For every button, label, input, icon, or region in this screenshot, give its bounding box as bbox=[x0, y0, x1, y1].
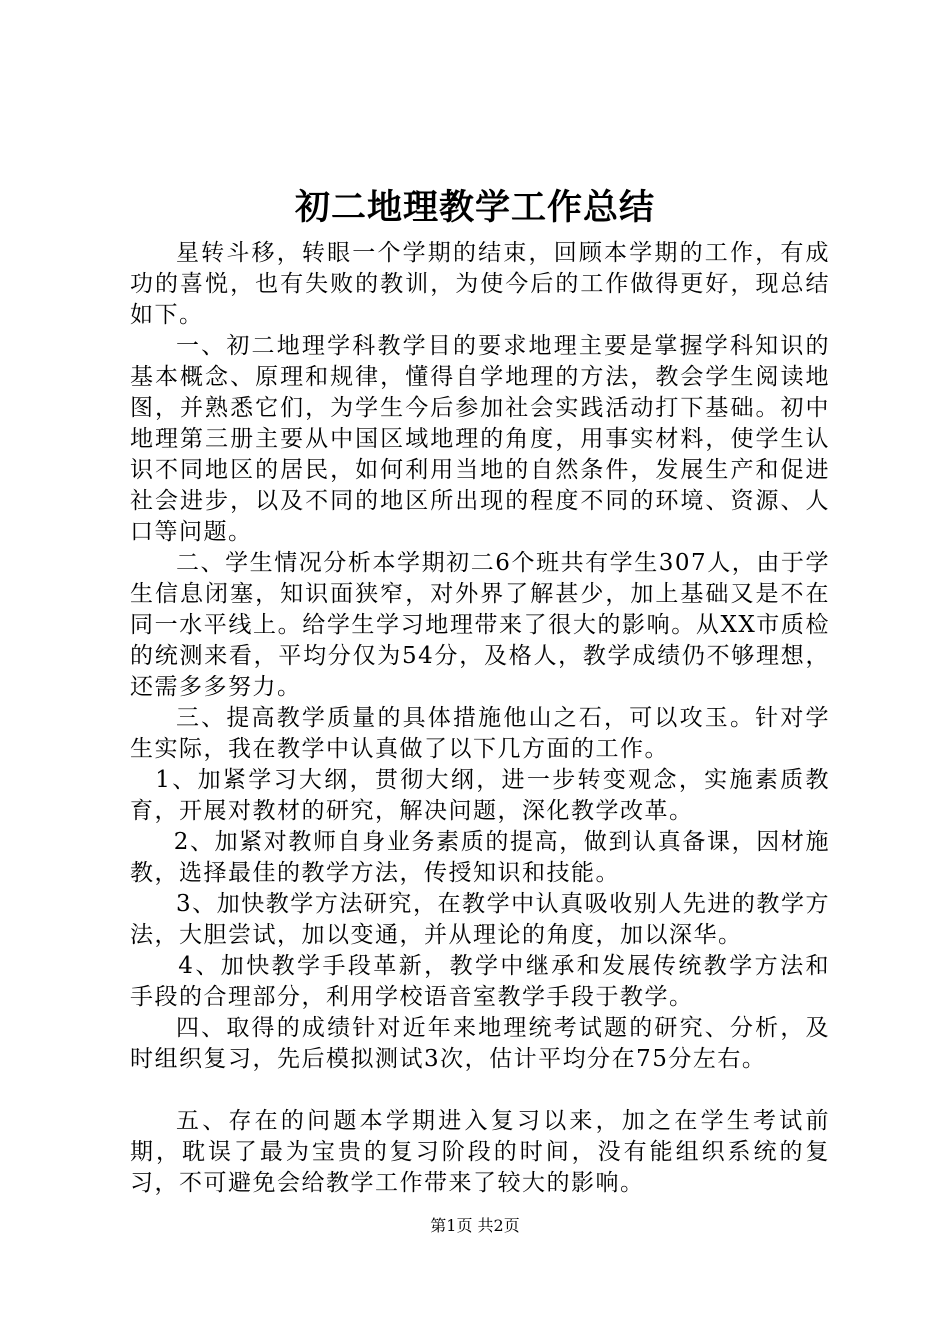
paragraph-section-1: 一、初二地理学科教学目的要求地理主要是掌握学科知识的基本概念、原理和规律，懂得自学地理的方法，教会学生阅读地图，并熟悉它们，为学生今后参加社会实践活动打下基础。初中地理第三册主要从中国区域地理的角度，用事实材料，使学生认识不同地区的居民，如何利用当地的自然条件，发展生产和促进社会进步，以及不同的地区所出现的程度不同的环境、资源、人口等问题。 bbox=[130, 333, 830, 545]
paragraph-intro: 星转斗移，转眼一个学期的结束，回顾本学期的工作，有成功的喜悦，也有失败的教训，为使今后的工作做得更好，现总结如下。 bbox=[130, 240, 830, 328]
paragraph-section-3: 三、提高教学质量的具体措施他山之石，可以攻玉。针对学生实际，我在教学中认真做了以下几方面的工作。 bbox=[130, 705, 830, 762]
paragraph-measure-3: 3、加快教学方法研究，在教学中认真吸收别人先进的教学方法，大胆尝试，加以变通，并从理论的角度，加以深华。 bbox=[130, 891, 830, 948]
paragraph-measure-1: 1、加紧学习大纲，贯彻大纲，进一步转变观念，实施素质教育，开展对教材的研究，解决问题，深化教学改革。 bbox=[130, 767, 830, 824]
document-title: 初二地理教学工作总结 bbox=[294, 187, 655, 228]
paragraph-section-5: 五、存在的问题本学期进入复习以来，加之在学生考试前期，耽误了最为宝贵的复习阶段的时间，没有能组织系统的复习，不可避免会给教学工作带来了较大的影响。 bbox=[130, 1108, 830, 1196]
page-number-footer: 第1页 共2页 bbox=[430, 1216, 520, 1235]
document-body bbox=[130, 238, 830, 1199]
paragraph-section-2: 二、学生情况分析本学期初二6个班共有学生307人，由于学生信息闭塞，知识面狭窄，对外界了解甚少，加上基础又是不在同一水平线上。给学生学习地理带来了很大的影响。从XX市质检的统测来看，平均分仅为54分，及格人，教学成绩仍不够理想，还需多多努力。 bbox=[130, 550, 830, 700]
paragraph-section-4: 四、取得的成绩针对近年来地理统考试题的研究、分析，及时组织复习，先后模拟测试3次，估计平均分在75分左右。 bbox=[130, 1015, 830, 1072]
paragraph-measure-2: 2、加紧对教师自身业务素质的提高，做到认真备课，因材施教，选择最佳的教学方法，传授知识和技能。 bbox=[130, 829, 830, 886]
paragraph-measure-4: 4、加快教学手段革新，教学中继承和发展传统教学方法和手段的合理部分，利用学校语音室教学手段于教学。 bbox=[130, 953, 830, 1010]
